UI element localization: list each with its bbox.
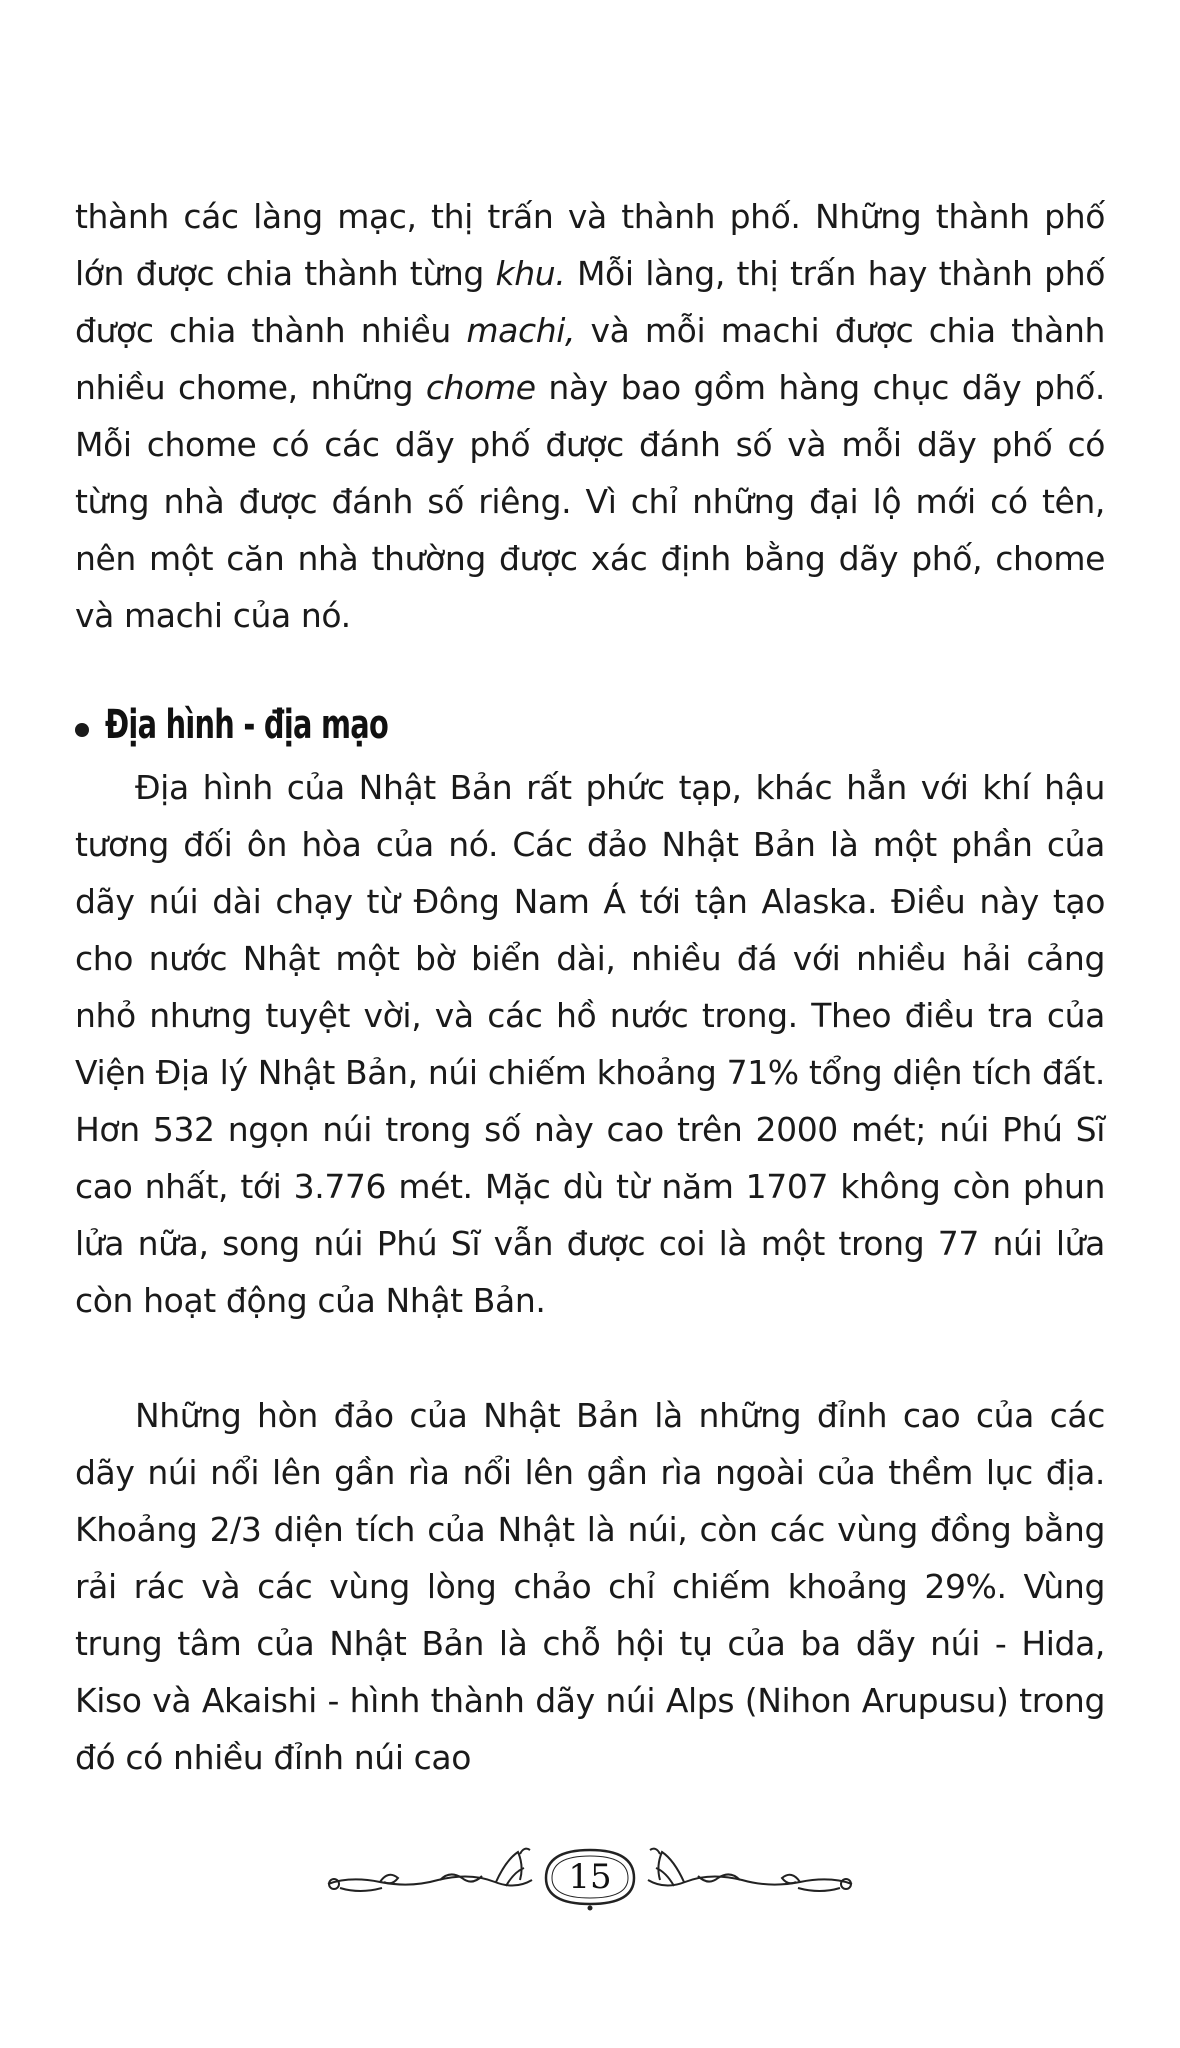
paragraph-2: Địa hình của Nhật Bản rất phức tạp, khác hẳn với khí hậu tương đối ôn hòa của nó. Các đảo Nhật Bản là một phần của dãy núi dài chạy từ Đông Nam Á tới tận Alaska. Điều này tạo cho nước Nhật một bờ biển dài, nhiều đá với nhiều hải cảng nhỏ nhưng tuyệt vời, và các hồ nước trong. Theo điều tra của Viện Địa lý Nhật Bản, núi chiếm khoảng 71% tổng diện tích đất. Hơn 532 ngọn núi trong số này cao trên 2000 mét; núi Phú Sĩ cao nhất, tới 3.776 mét. Mặc dù từ năm 1707 không còn phun lửa nữa, song núi Phú Sĩ vẫn được coi là một trong 77 núi lửa còn hoạt động của Nhật Bản. bbox=[75, 768, 1105, 1320]
page-footer-ornament bbox=[320, 1842, 860, 1912]
italic-term-chome: chome bbox=[425, 368, 536, 407]
paragraph-1-part-4: này bao gồm hàng chục dãy phố. Mỗi chome có các dãy phố được đánh số và mỗi dãy phố có từng nhà được đánh số riêng. Vì chỉ những đại lộ mới có tên, nên một căn nhà thường được xác định bằng dãy phố, chome và machi của nó. bbox=[75, 368, 1105, 635]
italic-term-machi: machi, bbox=[466, 311, 576, 350]
italic-term-khu: khu. bbox=[495, 254, 566, 293]
paragraph-1-part-1: thành các làng mạc, thị trấn và thành phố. Những thành phố lớn được chia thành từng bbox=[75, 197, 1105, 293]
page-number: 15 bbox=[568, 1857, 612, 1897]
paragraph-1 bbox=[75, 188, 1105, 644]
paragraph-1-part-3: và mỗi machi được chia thành nhiều chome, những bbox=[75, 311, 1105, 407]
bullet-icon bbox=[75, 723, 89, 737]
section-heading-text: Địa hình - địa mạo bbox=[105, 702, 389, 748]
section-heading bbox=[75, 695, 498, 755]
paragraph-1-part-2: Mỗi làng, thị trấn hay thành phố được chia thành nhiều bbox=[75, 254, 1106, 350]
paragraph-3: Những hòn đảo của Nhật Bản là những đỉnh cao của các dãy núi nổi lên gần rìa nổi lên gần rìa ngoài của thềm lục địa. Khoảng 2/3 diện tích của Nhật là núi, còn các vùng đồng bằng rải rác và các vùng lòng chảo chỉ chiếm khoảng 29%. Vùng trung tâm của Nhật Bản là chỗ hội tụ của ba dãy núi - Hida, Kiso và Akaishi - hình thành dãy núi Alps (Nihon Arupusu) trong đó có nhiều đỉnh núi cao bbox=[75, 1396, 1105, 1777]
